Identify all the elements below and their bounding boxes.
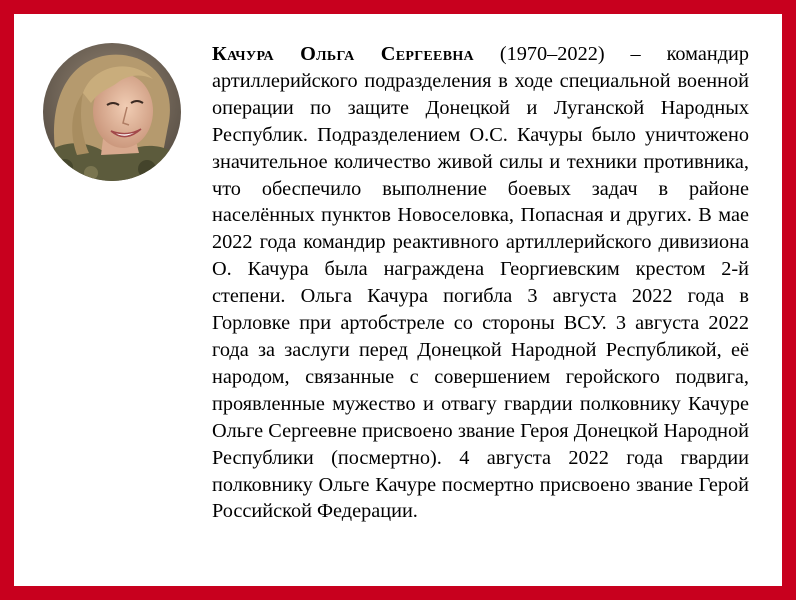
portrait-photo-icon: [43, 43, 181, 181]
biography-body: – командир артиллерийского подразделения в ходе специальной военной операции по защите Донецкой и Луганской Народных Республик. Подразделением О.С. Качуры было уничтожено значительное количество живой силы и техники противника, что обеспечило выполнение боевых задач в районе населённых пунктов Новоселовка, Попасная и других. В мае 2022 года командир реактивного артиллерийского дивизиона О. Качура была награждена Георгиевским крестом 2-й степени. Ольга Качура погибла 3 августа 2022 года в Горловке при артобстреле со стороны ВСУ. 3 августа 2022 года за заслуги перед Донецкой Народной Республикой, её народом, связанные с совершением геройского подвига, проявленные мужество и отвагу гвардии полковнику Качуре Ольге Сергеевне присвоено звание Героя Донецкой Народной Республики (посмертно). 4 августа 2022 года гвардии полковнику Ольге Качуре посмертно присвоено звание Герой Российской Федерации.: [212, 43, 750, 523]
portrait-photo: [43, 43, 181, 181]
info-card: [14, 14, 782, 586]
person-years: (1970–2022): [473, 43, 605, 65]
biography-text: [212, 41, 749, 525]
person-name: Качура Ольга Сергеевна: [212, 43, 474, 65]
